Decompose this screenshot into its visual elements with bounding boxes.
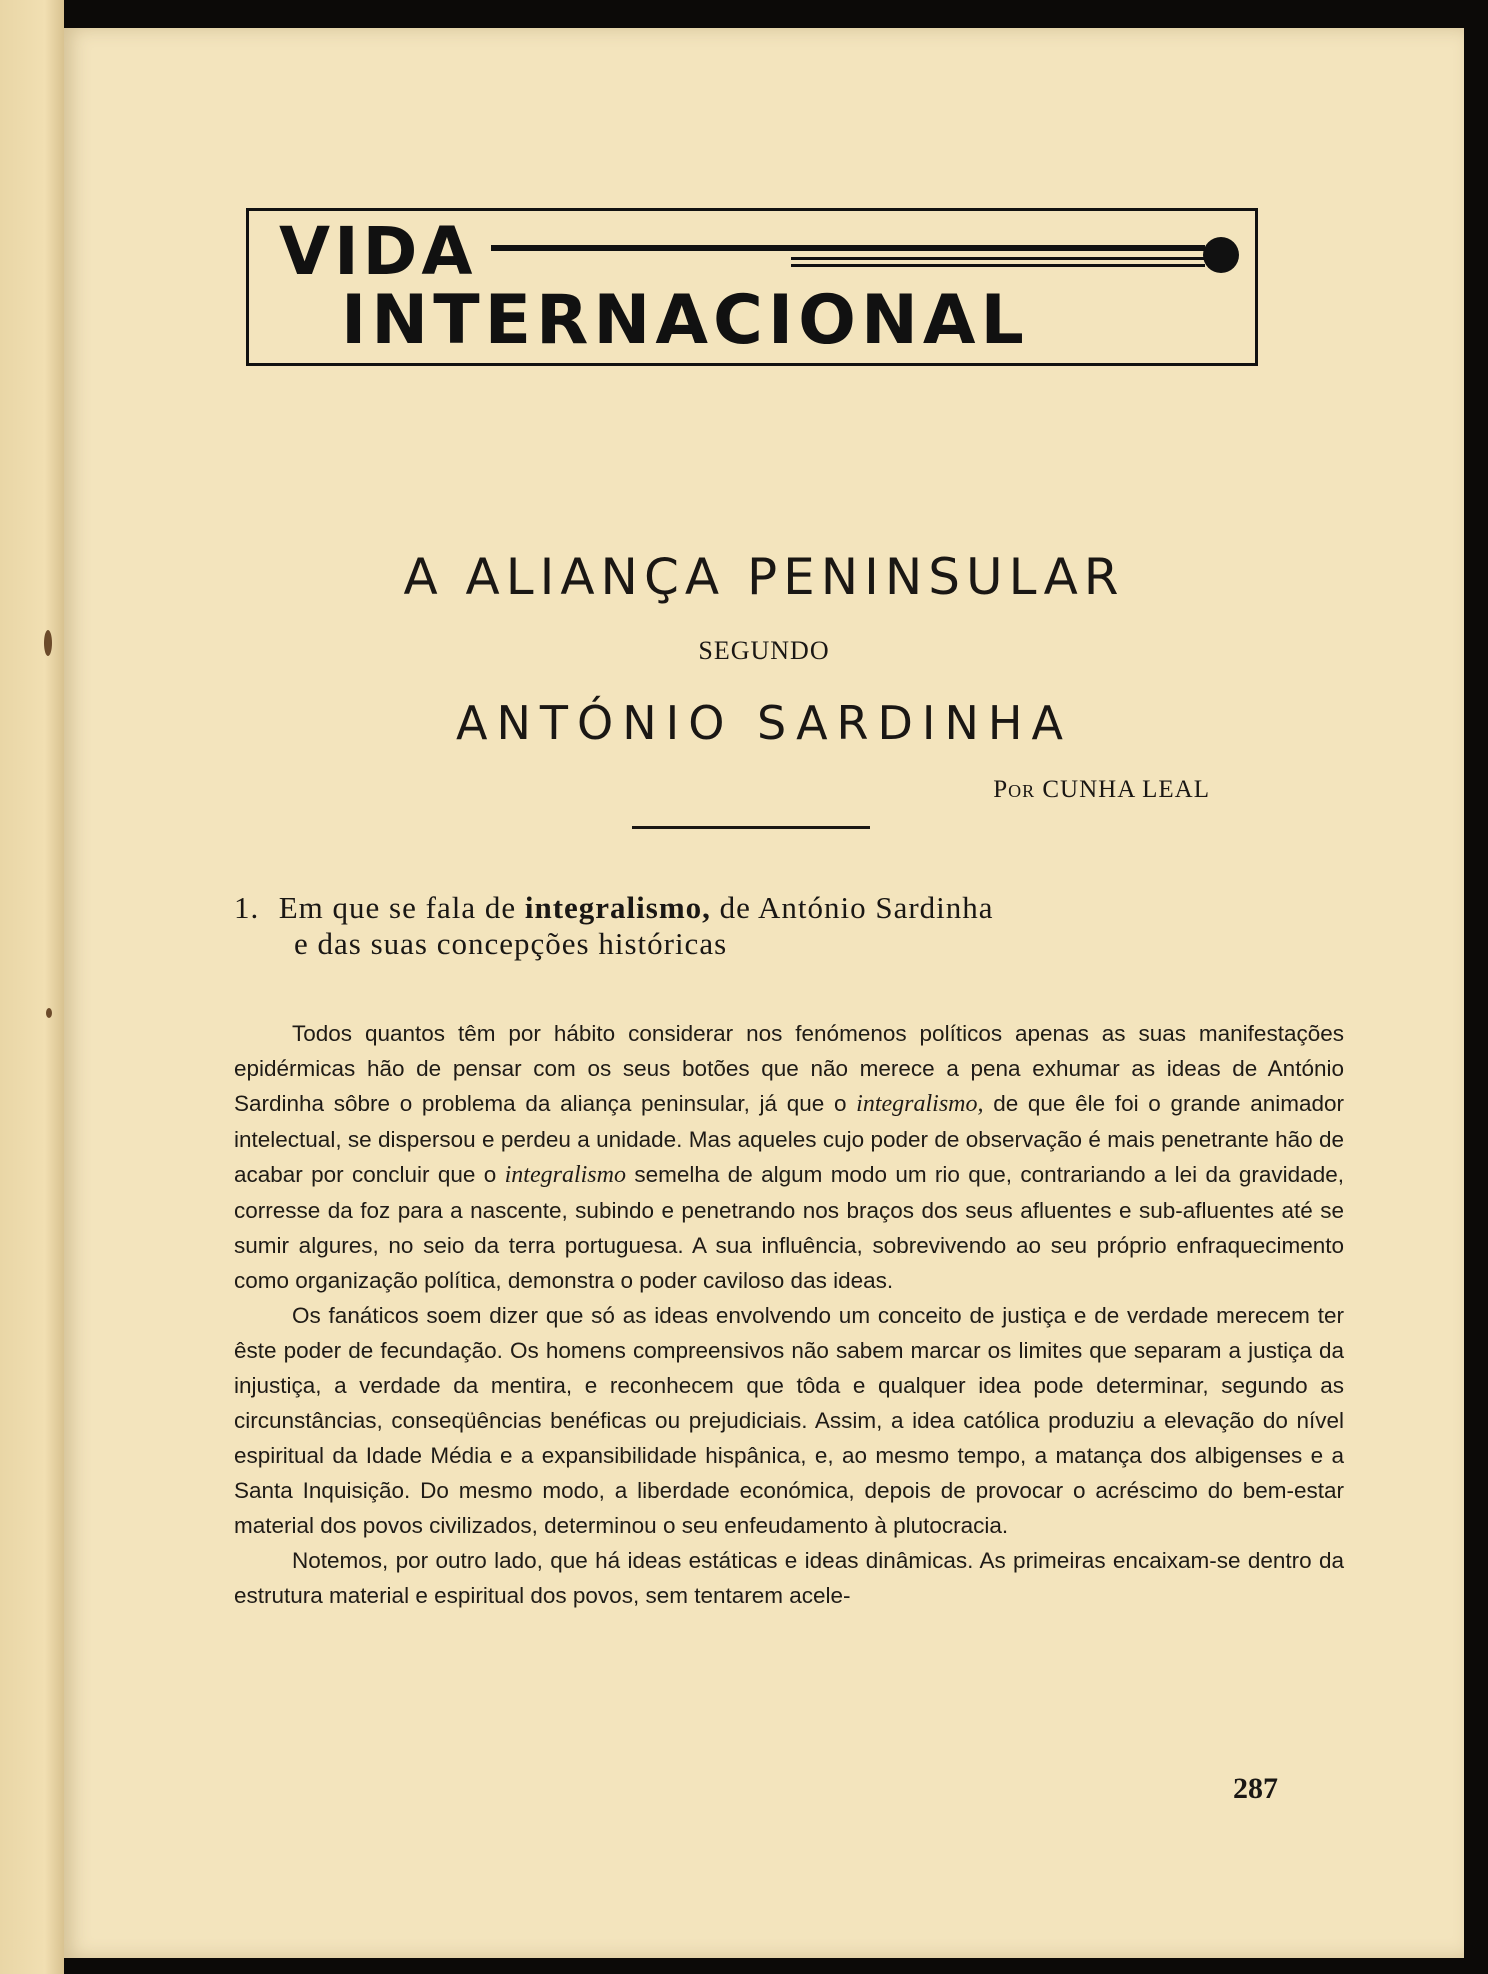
- paragraph-text: semelha de algum modo um rio que, contrariando a lei da gravidade, corresse da foz para a nascente, subindo e penetrando nos braços dos seus afluentes e sub-afluentes até se sumir algures, no seio da terra portuguesa. A sua influência, sobrevivendo ao seu próprio enfraquecimento como organização política, demonstra o poder caviloso das ideas.: [234, 1162, 1344, 1293]
- article-title: A ALIANÇA PENINSULAR: [403, 548, 1125, 606]
- section-heading-part1: Em que se fala de: [278, 890, 517, 925]
- emphasis: integralismo: [504, 1162, 626, 1188]
- masthead-ornament: [491, 217, 1240, 287]
- paragraph-text: Todos quantos têm por hábito considerar nos fenómenos políticos apenas as suas manifestações epidérmicas hão de pensar com os seus botões que não merece a pena exhumar as ideas de António Sardinha sôbre o problema da aliança peninsular, já que o: [234, 1021, 1344, 1116]
- book-page: [64, 28, 1464, 1958]
- section-number: 1.: [234, 890, 260, 925]
- page-number: 287: [1233, 1772, 1278, 1805]
- section-heading-bold: integralismo,: [524, 890, 711, 925]
- paragraph: Os fanáticos soem dizer que só as ideas envolvendo um conceito de justiça e de verdade merecem ter êste poder de fecundação. Os homens compreensivos não sabem marcar os limites que separam a justiça da injustiça, a verdade da mentira, e reconhecem que tôda e qualquer idea pode determinar, segundo as circunstâncias, conseqüências benéficas ou prejudiciais. Assim, a idea católica produziu a elevação do nível espiritual da Idade Média e a expansibilidade hispânica, e, ao mesmo tempo, a matança dos albigenses e a Santa Inquisição. Do mesmo modo, a liberdade económica, depois de provocar o acréscimo do bem-estar material dos povos civilizados, determinou o seu enfeudamento à plutocracia.: [234, 1303, 1344, 1538]
- section-heading-part2: de António Sardinha: [719, 890, 994, 925]
- byline-prefix: Por: [993, 776, 1036, 803]
- byline-author: CUNHA LEAL: [1042, 776, 1210, 803]
- emphasis: integralismo,: [856, 1091, 984, 1117]
- section-heading: [234, 890, 1294, 962]
- masthead: [246, 208, 1258, 366]
- binding-mark: [44, 630, 52, 656]
- section-heading-line2: e das suas concepções históricas: [294, 926, 728, 961]
- article-subtitle: ANTÓNIO SARDINHA: [456, 696, 1072, 750]
- byline: [993, 776, 1210, 804]
- paragraph: [234, 1016, 1344, 1298]
- masthead-line-2: INTERNACIONAL: [341, 281, 1029, 360]
- facing-page-edge: [0, 0, 64, 1974]
- binding-mark: [46, 1008, 52, 1018]
- article-subtitle-small: SEGUNDO: [698, 636, 830, 665]
- ornament-dot-icon: [1203, 237, 1239, 273]
- article-body: [234, 1016, 1344, 1613]
- masthead-line-1: VIDA: [279, 213, 477, 290]
- paragraph: Notemos, por outro lado, que há ideas estáticas e ideas dinâmicas. As primeiras encaixam-se dentro da estrutura material e espiritual dos povos, sem tentarem acele-: [234, 1548, 1344, 1608]
- paragraph-text: de que êle foi o grande animador intelectual, se dispersou e perdeu a unidade. Mas aqueles cujo poder de observação é mais penetrante hão de acabar por concluir que o: [234, 1091, 1344, 1187]
- divider-rule: [632, 826, 870, 829]
